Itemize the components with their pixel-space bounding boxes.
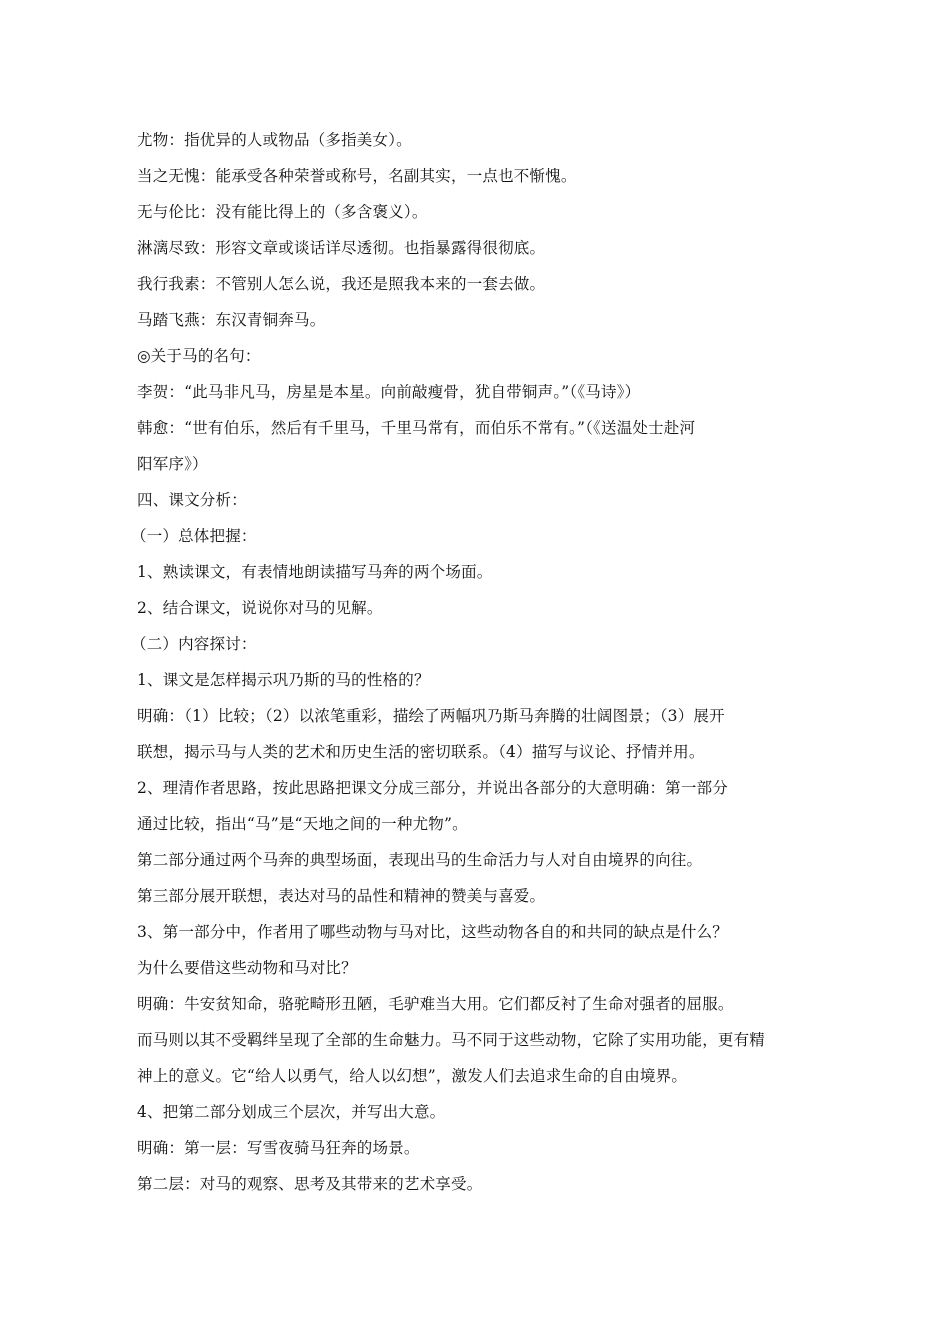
- text-line: 尤物：指优异的人或物品（多指美女）。: [137, 131, 412, 149]
- text-line: 马踏飞燕：东汉青铜奔马。: [137, 311, 326, 329]
- text-line: 而马则以其不受羁绊呈现了全部的生命魅力。马不同于这些动物，它除了实用功能，更有精: [137, 1031, 766, 1049]
- text-line: 明确：（1）比较；（2）以浓笔重彩，描绘了两幅巩乃斯马奔腾的壮阔图景；（3）展开: [137, 707, 725, 725]
- text-line: 韩愈：“世有伯乐，然后有千里马，千里马常有，而伯乐不常有。”（《送温处士赴河: [137, 419, 696, 437]
- text-line: 淋漓尽致：形容文章或谈话详尽透彻。也指暴露得很彻底。: [137, 239, 546, 257]
- text-line: 为什么要借这些动物和马对比？: [137, 959, 357, 977]
- text-line: 1、课文是怎样揭示巩乃斯的马的性格的？: [137, 671, 430, 689]
- text-line: 2、结合课文，说说你对马的见解。: [137, 599, 383, 617]
- section-heading: ◎关于马的名句：: [137, 347, 261, 365]
- text-line: 第二部分通过两个马奔的典型场面，表现出马的生命活力与人对自由境界的向往。: [137, 851, 703, 869]
- text-line: 神上的意义。它“给人以勇气，给人以幻想”，激发人们去追求生命的自由境界。: [137, 1067, 688, 1085]
- text-line: 1、熟读课文，有表情地朗读描写马奔的两个场面。: [137, 563, 493, 581]
- section-heading: 四、课文分析：: [137, 491, 247, 509]
- subsection-heading: （一）总体把握：: [131, 527, 257, 545]
- text-line: 4、把第二部分划成三个层次，并写出大意。: [137, 1103, 446, 1121]
- text-line: 联想，揭示马与人类的艺术和历史生活的密切联系。（4）描写与议论、抒情并用。: [137, 743, 705, 761]
- text-line: 3、第一部分中，作者用了哪些动物与马对比，这些动物各自的和共同的缺点是什么？: [137, 923, 728, 941]
- text-line: 第二层：对马的观察、思考及其带来的艺术享受。: [137, 1175, 483, 1193]
- text-line: 我行我素：不管别人怎么说，我还是照我本来的一套去做。: [137, 275, 546, 293]
- text-line: 2、理清作者思路，按此思路把课文分成三部分，并说出各部分的大意明确：第一部分: [137, 779, 728, 797]
- text-line: 明确：牛安贫知命，骆驼畸形丑陋，毛驴难当大用。它们都反衬了生命对强者的屈服。: [137, 995, 734, 1013]
- text-line: 阳军序》）: [137, 455, 208, 473]
- text-line: 通过比较，指出“马”是“天地之间的一种尤物”。: [137, 815, 468, 833]
- text-line: 当之无愧：能承受各种荣誉或称号，名副其实，一点也不惭愧。: [137, 167, 577, 185]
- document-body: [131, 122, 817, 1202]
- subsection-heading: （二）内容探讨：: [131, 635, 257, 653]
- text-line: 第三部分展开联想，表达对马的品性和精神的赞美与喜爱。: [137, 887, 546, 905]
- text-line: 李贺：“此马非凡马，房星是本星。向前敲瘦骨，犹自带铜声。”（《马诗》）: [137, 383, 641, 401]
- text-line: 明确：第一层：写雪夜骑马狂奔的场景。: [137, 1139, 420, 1157]
- text-line: 无与伦比：没有能比得上的（多含褒义）。: [137, 203, 428, 221]
